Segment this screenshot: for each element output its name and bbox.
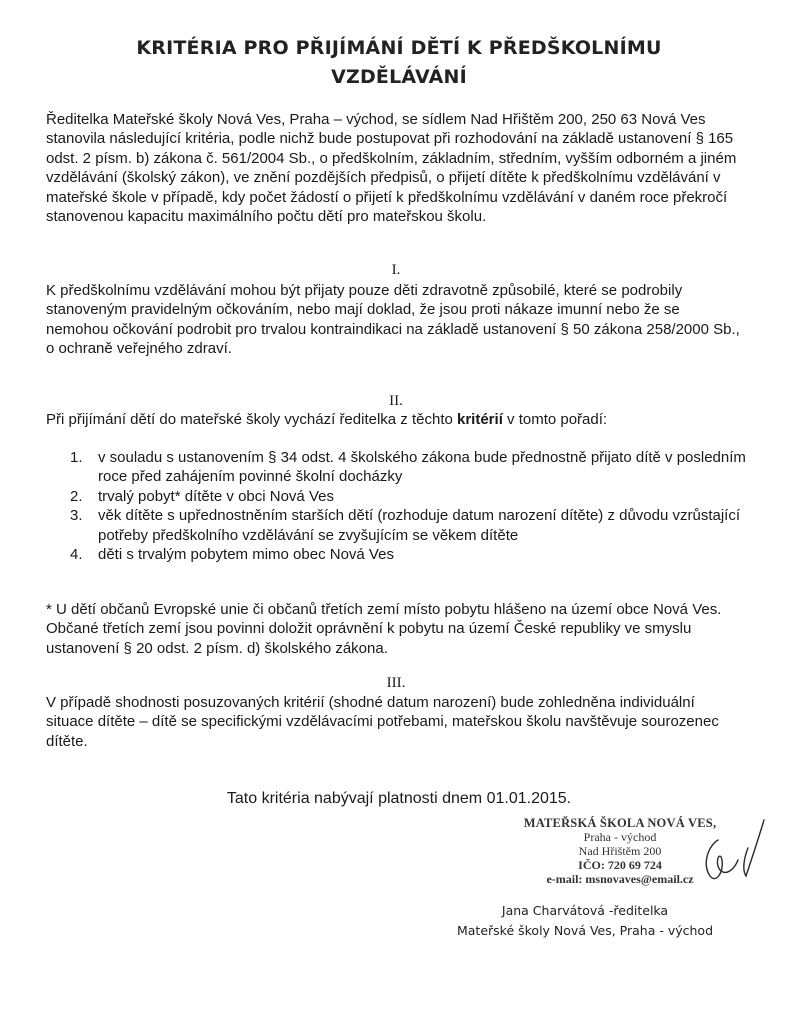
section-1-text: K předškolnímu vzdělávání mohou být přijaty pouze děti zdravotně způsobilé, které se podrobily stanoveným pravidelným očkováním, nebo mají doklad, že jsou proti nákaze imunní nebo že se nemohou očkování podrobit pro trvalou kontraindikaci na základě ustanovení § 50 zákona 258/2000 Sb., o ochraně veřejného zdraví. xyxy=(46,282,740,358)
footnote: * U dětí občanů Evropské unie či občanů třetích zemí místo pobytu hlášeno na území obce Nová Ves. Občané třetích zemí jsou povinni doložit oprávnění k pobytu na území České republiky ve smyslu ustanovení § 20 odst. 2 písm. d) školského zákona. xyxy=(46,601,722,657)
criteria-item xyxy=(46,448,746,487)
stamp-email-label: e-mail: xyxy=(546,872,583,886)
section-2-heading: II. xyxy=(389,393,403,409)
criteria-item xyxy=(46,506,746,545)
section-3-heading: III. xyxy=(386,675,406,691)
intro-paragraph: Ředitelka Mateřské školy Nová Ves, Praha – východ, se sídlem Nad Hřištěm 200, 250 63 Nová Ves stanovila následující kritéria, podle nichž bude postupovat při rozhodování na základě ustanovení § 165 odst. 2 písm. b) zákona č. 561/2004 Sb., o předškolním, základním, středním, vyšším odborném a jiném vzdělávání (školský zákon), ve znění pozdějších předpisů, o přijetí dítěte k předškolnímu vzdělávání v mateřské škole v případě, kdy počet žádostí o přijetí k předškolnímu vzdělávání v daném roce překročí stanovenou kapacitu maximálního počtu dětí pro mateřskou školu. xyxy=(46,111,737,226)
section-3-text: V případě shodnosti posuzovaných kritérií (shodné datum narození) bude zohledněna individuální situace dítěte – dítě se specifickými vzdělávacími potřebami, mateřskou školu navštěvuje sourozenec dítěte. xyxy=(46,694,719,750)
section-2-intro-after: v tomto pořadí: xyxy=(502,411,608,428)
criteria-item xyxy=(46,487,746,506)
criteria-number: 3. xyxy=(70,507,83,525)
title-line-2: VZDĚLÁVÁNÍ xyxy=(331,66,467,88)
section-2-intro-bold: kritérií xyxy=(457,411,503,428)
validity-statement: Tato kritéria nabývají platnosti dnem 01.01.2015. xyxy=(226,790,572,807)
criteria-text: trvalý pobyt* dítěte v obci Nová Ves xyxy=(98,487,334,505)
stamp-line-1: MATEŘSKÁ ŠKOLA NOVÁ VES, xyxy=(523,816,717,830)
stamp-line-2: Praha - východ xyxy=(583,830,657,844)
criteria-text: v souladu s ustanovením § 34 odst. 4 školského zákona bude přednostně přijato dítě v posledním roce před zahájením povinné školní docházky xyxy=(98,449,746,486)
criteria-text: děti s trvalým pobytem mimo obec Nová Ves xyxy=(98,546,394,564)
stamp-line-5 xyxy=(520,872,720,886)
section-1-heading: I. xyxy=(391,262,401,278)
section-2-intro-before: Při přijímání dětí do mateřské školy vychází ředitelka z těchto xyxy=(46,411,457,428)
criteria-number: 4. xyxy=(70,546,83,564)
section-2-intro xyxy=(46,410,746,429)
criteria-text: věk dítěte s upřednostněním starších dětí (rozhoduje datum narození dítěte) z důvodu vzrůstající potřeby předškolního vzdělávání se zvyšujícím se věkem dítěte xyxy=(98,507,741,544)
criteria-list xyxy=(46,448,746,564)
criteria-number: 1. xyxy=(70,449,83,466)
signer-name: Jana Charvátová -ředitelka xyxy=(501,903,669,918)
title-line-1: KRITÉRIA PRO PŘIJÍMÁNÍ DĚTÍ K PŘEDŠKOLNÍMU xyxy=(136,37,662,59)
handwritten-signature xyxy=(694,814,774,884)
signer-institution: Mateřské školy Nová Ves, Praha - východ xyxy=(456,923,714,938)
document-title xyxy=(40,34,758,92)
stamp-line-4: IČO: 720 69 724 xyxy=(578,858,662,872)
stamp-email-value: msnovaves@email.cz xyxy=(585,872,694,886)
stamp-line-3: Nad Hřištěm 200 xyxy=(578,844,662,858)
criteria-number: 2. xyxy=(70,487,83,505)
criteria-item xyxy=(46,545,746,564)
school-stamp xyxy=(520,816,720,886)
